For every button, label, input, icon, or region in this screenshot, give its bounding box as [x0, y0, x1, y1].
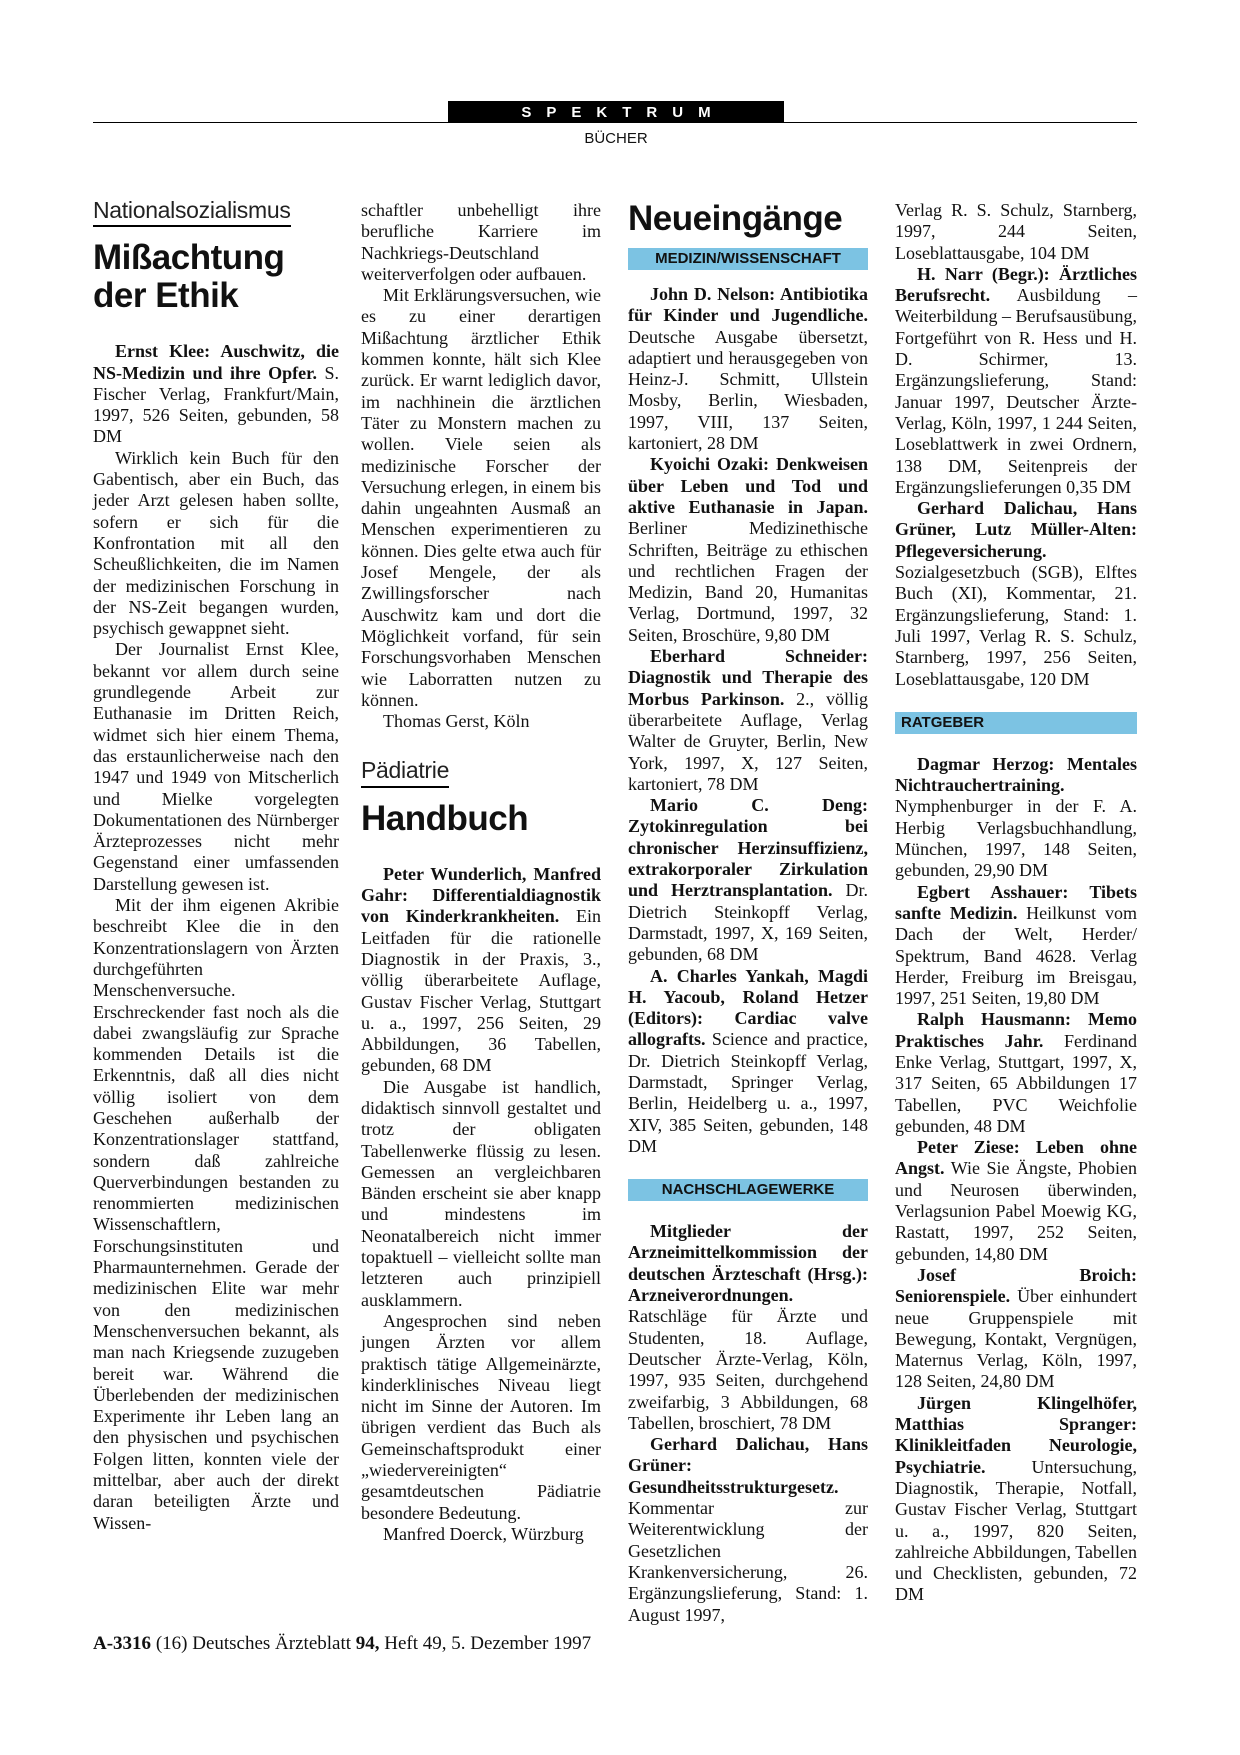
entry-details: Nymphenburger in der F. A. Herbig Verlagsbuchhandlung, München, 1997, 148 Seiten, gebunden, 29,90 DM	[895, 796, 1137, 881]
book-entry	[895, 1265, 1137, 1393]
article-kicker: Nationalsozialismus	[93, 200, 291, 227]
book-entry	[895, 1137, 1137, 1265]
entry-title: Gerhard Dalichau, Hans Grüner: Gesundheitsstrukturgesetz.	[628, 1434, 868, 1497]
book-entry	[628, 646, 868, 795]
citation-title: Peter Wunderlich, Manfred Gahr: Differentialdiagnostik von Kinderkrankheiten.	[361, 863, 601, 927]
book-entry	[628, 284, 868, 454]
book-entry	[895, 882, 1137, 1010]
entry-list	[895, 754, 1137, 1606]
category-bar: NACHSCHLAGEWERKE	[628, 1179, 868, 1201]
page-number: A-3316	[93, 1633, 152, 1654]
entry-details: Über einhundert neue Gruppenspiele mit Bewegung, Kontakt, Vergnügen, Maternus Verlag, Köln, 1997, 128 Seiten, 24,80 DM	[895, 1286, 1137, 1392]
entry-details: Sozialgesetzbuch (SGB), Elftes Buch (XI), Kommentar, 21. Ergänzungslieferung, Stand: 1. Juli 1997, Verlag R. S. Schulz, Starnberg, 1997, 256 Seiten, Loseblattausgabe, 120 DM	[895, 562, 1137, 689]
book-entry	[628, 795, 868, 965]
column-1	[93, 197, 339, 1534]
entry-details: Deutsche Ausgabe übersetzt, adaptiert und herausgegeben von Heinz-J. Schmitt, Ullstein Mosby, Berlin, Wiesbaden, 1997, VIII, 137 Seiten, kartoniert, 28 DM	[628, 326, 868, 454]
section-headline: Neueingänge	[628, 199, 843, 238]
entry-title: H. Narr (Begr.): Ärztliches Berufsrecht.	[895, 263, 1137, 306]
entry-list	[628, 1221, 868, 1626]
entry-details: Wie Sie Ängste, Phobien und Neurosen überwinden, Verlagsunion Pabel Moewig KG, Rastatt, 1997, 252 Seiten, gebunden, 14,80 DM	[895, 1158, 1137, 1264]
entry-details: Kommentar zur Weiterentwicklung der Gesetzlichen Krankenversicherung, 26. Ergänzungslieferung, Stand: 1. August 1997,	[628, 1498, 868, 1625]
entry-list	[628, 284, 868, 1157]
article-headline: Mißachtung der Ethik	[93, 238, 285, 316]
footer-pre: (16) Deutsches Ärzteblatt	[151, 1633, 356, 1654]
entry-details: Science and practice, Dr. Dietrich Steinkopff Verlag, Darmstadt, Springer Verlag, Berlin, Heidelberg u. a., 1997, XIV, 385 Seiten, gebunden, 148 DM	[628, 1029, 868, 1156]
category-bar: RATGEBER	[895, 712, 1137, 734]
entry-details: Berliner Medizinethische Schriften, Beiträge zu ethischen und rechtlichen Fragen der Medizin, Band 20, Humanitas Verlag, Dortmund, 1997, 32 Seiten, Broschüre, 9,80 DM	[628, 518, 868, 645]
book-entry	[895, 498, 1137, 690]
column-2	[361, 200, 601, 1545]
entry-details: Untersuchung, Diagnostik, Therapie, Notfall, Gustav Fischer Verlag, Stuttgart u. a., 1997, 820 Seiten, zahlreiche Abbildungen, Tabellen und Checklisten, gebunden, 72 DM	[895, 1456, 1137, 1605]
entry-title: Mitglieder der Arzneimittelkommission der deutschen Ärzteschaft (Hrsg.): Arzneiverordnungen.	[628, 1221, 868, 1306]
entry-title: Ralph Hausmann: Memo Praktisches Jahr.	[895, 1009, 1137, 1051]
book-entry	[895, 754, 1137, 882]
body-paragraph: Mit der ihm eigenen Akribie beschreibt Klee die in den Konzentrationslagern von Ärzten durchgeführten Menschenversuche. Erschreckender fast noch als die dabei zwangsläufig zur Sprache kommenden Details ist die Erkenntnis, daß all dies nicht völlig isoliert von dem Geschehen außerhalb der Konzentrationslager stattfand, sondern daß zahlreiche Querverbindungen bestanden zu renommierten medizinischen Wissenschaftlern, Forschungsinstituten und Pharmaunternehmen. Gerade der medizinischen Elite war mehr von den medizinischen Menschenversuchen bekannt, als man nach Kriegsende zuzugeben bereit war. Während die Überlebenden der medizinischen Experimente ihr Leben lang an den physischen und psychischen Folgen litten, konnten viele der mittelbar, aber auch der direkt daran beteiligten Ärzte und Wissen-	[93, 895, 339, 1533]
book-entry	[628, 1434, 868, 1626]
body-paragraph: Wirklich kein Buch für den Gabentisch, aber ein Buch, das jeder Arzt gelesen haben sollte, sofern er sich für die Konfrontation mit all den Scheußlichkeiten, die im Namen der medizinischen Forschung in der NS-Zeit begangen wurden, psychisch gewappnet sieht.	[93, 447, 339, 639]
header-rule	[93, 122, 1137, 123]
footer-volume: 94,	[355, 1633, 380, 1654]
footer-post: Heft 49, 5. Dezember 1997	[379, 1633, 592, 1654]
citation-details: Ein Leitfaden für die rationelle Diagnostik in der Praxis, 3., völlig überarbeitete Auflage, Gustav Fischer Verlag, Stuttgart u. a., 1997, 256 Seiten, 29 Abbildungen, 36 Tabellen, gebunden, 68 DM	[361, 906, 601, 1076]
body-paragraph: Angesprochen sind neben jungen Ärzten vor allem praktisch tätige Allgemeinärzte, kinderklinisches Niveau liegt nicht im Sinne der Autoren. Im übrigen verdient das Buch als Gemeinschaftsprodukt einer „wiedervereinigten“ gesamtdeutschen Pädiatrie besondere Bedeutung.	[361, 1310, 601, 1523]
body-paragraph: schaftler unbehelligt ihre berufliche Karriere im Nachkriegs-Deutschland weiterverfolgen oder aufbauen.	[361, 200, 601, 284]
entry-continuation: Verlag R. S. Schulz, Starnberg, 1997, 244 Seiten, Loseblattausgabe, 104 DM	[895, 200, 1137, 263]
body-paragraph: Die Ausgabe ist handlich, didaktisch sinnvoll gestaltet und trotz der obligaten Tabellenwerke flüssig zu lesen. Gemessen an vergleichbaren Bänden erscheint sie aber knapp und mindestens im Neonatalbereich nicht immer topaktuell – vielleicht sollte man letzteren auch prinzipiell ausklammern.	[361, 1076, 601, 1310]
entry-title: John D. Nelson: Antibiotika für Kinder und Jugendliche.	[628, 284, 868, 326]
author-signature: Thomas Gerst, Köln	[383, 711, 530, 732]
citation-title: Ernst Klee: Auschwitz, die NS-Medizin und ihre Opfer.	[93, 341, 339, 383]
book-entry	[628, 966, 868, 1158]
page-footer	[93, 1633, 591, 1655]
entry-details: Ausbildung – Weiterbildung – Berufsausübung, Fortgeführt von R. Hess und H. D. Schirmer, 13. Ergänzungslieferung, Stand: Januar 1997, Deutscher Ärzte-Verlag, Köln, 1997, 1 244 Seiten, Loseblattwerk in zwei Ordnern, 138 DM, Seitenpreis der Ergänzungslieferungen 0,35 DM	[895, 285, 1138, 497]
article-headline: Handbuch	[361, 798, 529, 838]
article-kicker: Pädiatrie	[361, 760, 449, 787]
body-paragraph: Mit Erklärungsversuchen, wie es zu einer derartigen Mißachtung ärztlicher Ethik kommen konnte, hält sich Klee zurück. Er warnt lediglich davor, im nachhinein die ärztlichen Täter zu Monstern machen zu wollen. Viele seien als medizinische Forscher der Versuchung erlegen, in einem bis dahin ungeahnten Ausmaß an Menschen experimentieren zu können. Dies gelte etwa auch für Josef Mengele, der als Zwillingsforscher nach Auschwitz kam und dort die Möglichkeit vorfand, für sein Forschungsvorhaben Menschen wie Laborratten nutzen zu können.	[361, 285, 601, 710]
entry-list	[895, 264, 1137, 690]
book-entry	[895, 1393, 1137, 1606]
section-subtitle: BÜCHER	[584, 130, 648, 147]
category-bar: MEDIZIN/WISSENSCHAFT	[628, 248, 868, 270]
column-3	[628, 200, 868, 1626]
body-paragraph: Der Journalist Ernst Klee, bekannt vor allem durch seine grundlegende Arbeit zur Euthanasie im Dritten Reich, widmet sich hier einem Thema, das erstaunlicherweise nach den 1947 und 1949 von Mitscherlich und Mielke vorgelegten Dokumentationen des Nürnberger Ärzteprozesses nicht mehr Gegenstand einer umfassenden Darstellung gewesen ist.	[93, 639, 339, 894]
entry-title: Jürgen Klingelhöfer, Matthias Spranger: Klinikleitfaden Neurologie, Psychiatrie.	[895, 1392, 1137, 1477]
author-signature: Manfred Doerck, Würzburg	[383, 1523, 584, 1544]
book-entry	[628, 1221, 868, 1434]
section-header-bar	[448, 101, 784, 123]
book-citation	[93, 341, 339, 447]
entry-title: Egbert Asshauer: Tibets sanfte Medizin.	[895, 881, 1137, 923]
entry-details: Ratschläge für Ärzte und Studenten, 18. Auflage, Deutscher Ärzte-Verlag, Köln, 1997, 935 Seiten, durchgehend zweifarbig, 3 Abbildungen, 68 Tabellen, broschiert, 78 DM	[628, 1306, 868, 1433]
entry-title: Gerhard Dalichau, Hans Grüner, Lutz Müller-Alten: Pflegeversicherung.	[895, 498, 1137, 561]
section-title: SPEKTRUM	[521, 103, 726, 121]
entry-title: A. Charles Yankah, Magdi H. Yacoub, Roland Hetzer (Editors): Cardiac valve allografts.	[628, 965, 868, 1050]
book-citation	[361, 864, 601, 1077]
column-4	[895, 200, 1137, 1606]
book-entry	[895, 1009, 1137, 1137]
entry-title: Peter Ziese: Leben ohne Angst.	[895, 1137, 1137, 1179]
entry-title: Kyoichi Ozaki: Denkweisen über Leben und Tod und aktive Euthanasie in Japan.	[628, 454, 868, 517]
book-entry	[895, 264, 1137, 498]
book-entry	[628, 454, 868, 646]
entry-title: Mario C. Deng: Zytokinregulation bei chronischer Herzinsuffizienz, extrakorporaler Zirkulation und Herztransplantation.	[628, 795, 868, 901]
citation-details: S. Fischer Verlag, Frankfurt/Main, 1997, 526 Seiten, gebunden, 58 DM	[93, 362, 339, 447]
entry-details: Heilkunst vom Dach der Welt, Herder/ Spektrum, Band 4628. Verlag Herder, Freiburg im Breisgau, 1997, 251 Seiten, 19,80 DM	[895, 902, 1138, 1009]
entry-title: Dagmar Herzog: Mentales Nichtrauchertraining.	[895, 753, 1137, 796]
entry-details: Dr. Dietrich Steinkopff Verlag, Darmstadt, 1997, X, 169 Seiten, gebunden, 68 DM	[628, 880, 868, 965]
entry-details: Ferdinand Enke Verlag, Stuttgart, 1997, X, 317 Seiten, 65 Abbildungen 17 Tabellen, PVC Weichfolie gebunden, 48 DM	[895, 1030, 1138, 1136]
entry-title: Eberhard Schneider: Diagnostik und Therapie des Morbus Parkinson.	[628, 646, 868, 709]
entry-details: 2., völlig überarbeitete Auflage, Verlag Walter de Gruyter, Berlin, New York, 1997, X, 127 Seiten, kartoniert, 78 DM	[628, 688, 868, 794]
entry-title: Josef Broich: Seniorenspiele.	[895, 1264, 1137, 1307]
